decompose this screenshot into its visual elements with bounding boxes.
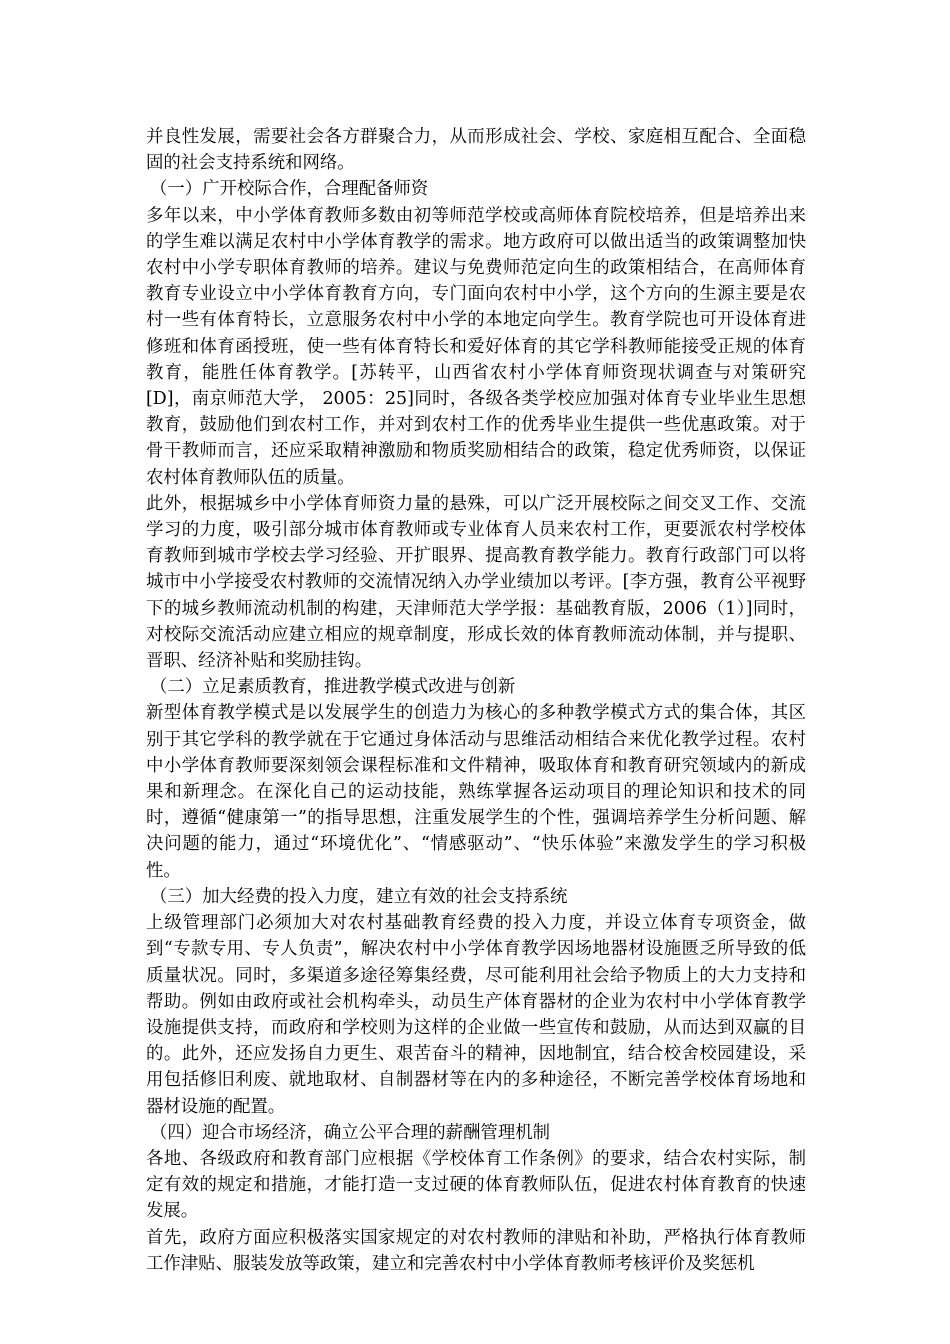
section-heading-2: （二）立足素质教育，推进教学模式改进与创新 [150,677,516,698]
paragraph: 上级管理部门必须加大对农村基础教育经费的投入力度，并设立体育专项资金，做到“专款专用、专人负责”，解决农村中小学体育教学因场地器材设施匮乏所导致的低质量状况。同时，多渠道多途径筹集经费，尽可能利用社会给予物质上的大力支持和帮助。例如由政府或社会机构牵头，动员生产体育器材的企业为农村中小学体育教学设施提供支持，而政府和学校则为这样的企业做一些宣传和鼓励，从而达到双赢的目的。此外，还应发扬自力更生、艰苦奋斗的精神，因地制宜，结合校舍校园建设，采用包括修旧利废、就地取材、自制器材等在内的多种途径，不断完善学校体育场地和器材设施的配置。 [146,913,806,1117]
paragraph: 多年以来，中小学体育教师多数由初等师范学校或高师体育院校培养，但是培养出来的学生难以满足农村中小学体育教学的需求。地方政府可以做出适当的政策调整加快农村中小学专职体育教师的培养。建议与免费师范定向生的政策相结合，在高师体育教育专业设立中小学体育教育方向，专门面向农村中小学，这个方向的生源主要是农村一些有体育特长，立意服务农村中小学的本地定向学生。教育学院也可开设体育进修班和体育函授班，使一些有体育特长和爱好体育的其它学科教师能接受正规的体育教育，能胜任体育教学。[苏转平，山西省农村小学体育师资现状调查与对策研究[D]，南京师范大学， 2005：25]同时，各级各类学校应加强对体育专业毕业生思想教育，鼓励他们到农村工作，并对到农村工作的优秀毕业生提供一些优惠政策。对于骨干教师而言，还应采取精神激励和物质奖励相结合的政策，稳定优秀师资，以保证农村体育教师队伍的质量。 [146,205,806,488]
paragraph: 首先，政府方面应积极落实国家规定的对农村教师的津贴和补助，严格执行体育教师工作津贴、服装发放等政策，建立和完善农村中小学体育教师考核评价及奖惩机 [146,1227,806,1274]
paragraph-intro: 并良性发展，需要社会各方群聚合力，从而形成社会、学校、家庭相互配合、全面稳固的社会支持系统和网络。 [146,127,806,174]
paragraph: 此外，根据城乡中小学体育师资力量的悬殊，可以广泛开展校际之间交叉工作、交流学习的力度，吸引部分城市体育教师或专业体育人员来农村工作，更要派农村学校体育教师到城市学校去学习经验、开扩眼界、提高教育教学能力。教育行政部门可以将城市中小学接受农村教师的交流情况纳入办学业绩加以考评。[李方强，教育公平视野下的城乡教师流动机制的构建，天津师范大学学报：基础教育版，2006（1）]同时，对校际交流活动应建立相应的规章制度，形成长效的体育教师流动体制，并与提职、晋职、经济补贴和奖励挂钩。 [146,493,806,672]
paragraph: 各地、各级政府和教育部门应根据《学校体育工作条例》的要求，结合农村实际，制定有效的规定和措施，才能打造一支过硬的体育教师队伍，促进农村体育教育的快速发展。 [146,1148,806,1222]
section-heading-1: （一）广开校际合作，合理配备师资 [150,179,429,200]
section-heading-3: （三）加大经费的投入力度，建立有效的社会支持系统 [150,886,568,907]
section-heading-4: （四）迎合市场经济，确立公平合理的薪酬管理机制 [150,1122,550,1143]
body-text [146,124,806,1277]
paragraph: 新型体育教学模式是以发展学生的创造力为核心的多种教学模式方式的集合体，其区别于其它学科的教学就在于它通过身体活动与思维活动相结合来优化教学过程。农村中小学体育教师要深刻领会课程标准和文件精神，吸取体育和教育研究领域内的新成果和新理念。在深化自己的运动技能，熟练掌握各运动项目的理论知识和技术的同时，遵循“健康第一”的指导思想，注重发展学生的个性，强调培养学生分析问题、解决问题的能力，通过“环境优化”、“情感驱动”、“快乐体验”来激发学生的学习积极性。 [146,703,806,881]
